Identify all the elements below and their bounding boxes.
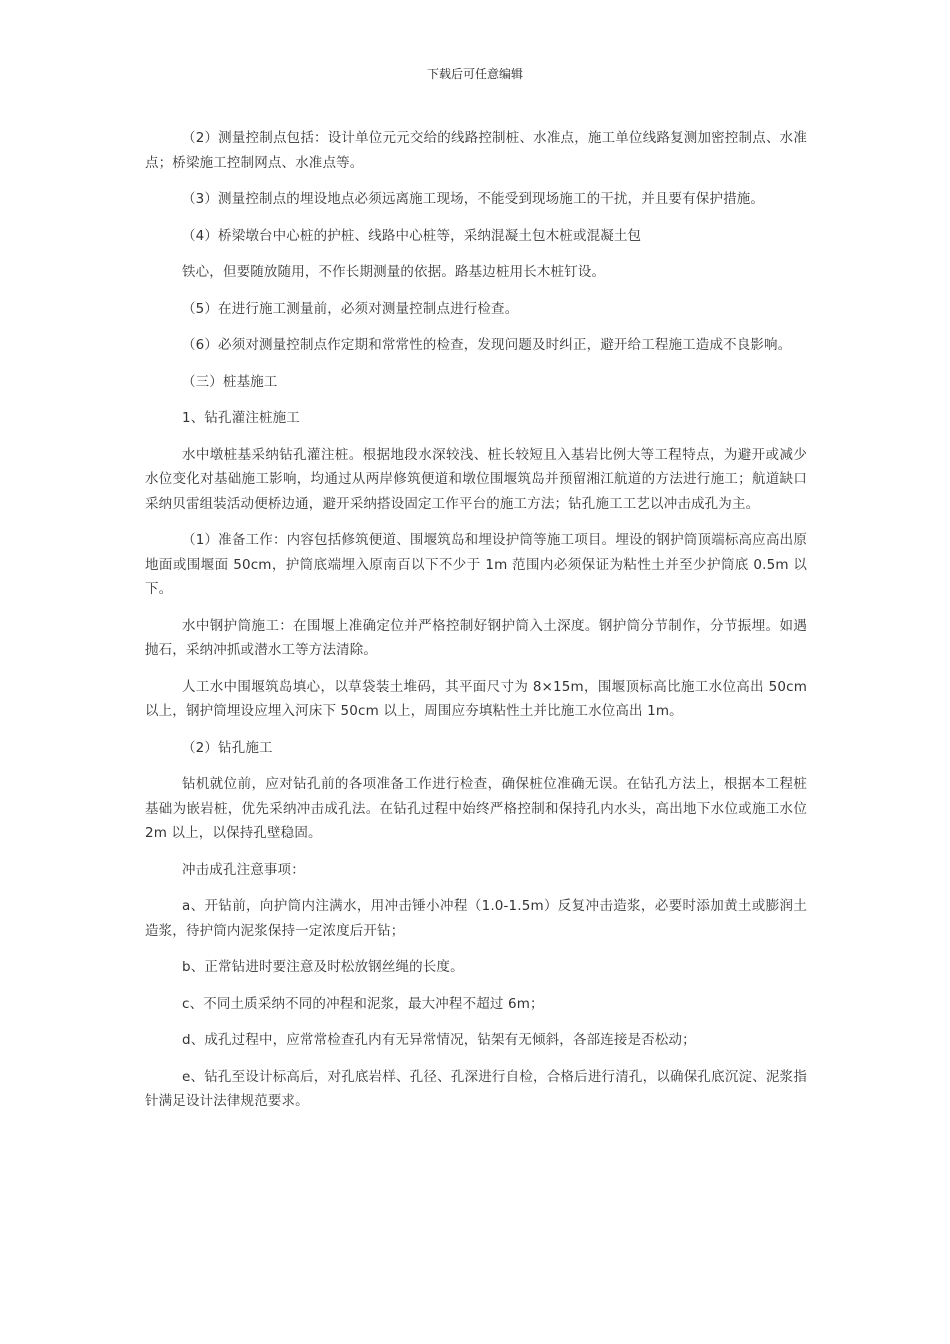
paragraph: a、开钻前，向护筒内注满水，用冲击锤小冲程（1.0-1.5m）反复冲击造浆，必要时添加黄土或膨润土造浆，待护筒内泥浆保持一定浓度后开钻；: [145, 898, 807, 939]
paragraph: 水中钢护筒施工：在围堰上准确定位并严格控制好钢护筒入土深度。钢护筒分节制作，分节振埋。如遇抛石，采纳冲抓或潜水工等方法清除。: [145, 617, 807, 658]
paragraph: 冲击成孔注意事项：: [182, 861, 305, 878]
paragraph: （2）钻孔施工: [182, 739, 273, 756]
paragraph: c、不同土质采纳不同的冲程和泥浆，最大冲程不超过 6m；: [182, 995, 544, 1012]
paragraph: （5）在进行施工测量前，必须对测量控制点进行检查。: [182, 300, 519, 317]
paragraph: （4）桥梁墩台中心桩的护桩、线路中心桩等，采纳混凝土包木桩或混凝土包: [182, 227, 642, 244]
paragraph: 铁心，但要随放随用，不作长期测量的依据。路基边桩用长木桩钉设。: [182, 264, 606, 280]
paragraph: （1）准备工作：内容包括修筑便道、围堰筑岛和埋设护筒等施工项目。埋设的钢护筒顶端标高应高出原地面或围堰面 50cm，护筒底端埋入原南百以下不少于 1m 范围内必须保证为粘性土并至少护筒底 0.5m 以下。: [145, 532, 807, 597]
paragraph: 1、钻孔灌注桩施工: [182, 410, 300, 426]
paragraph: d、成孔过程中，应常常检查孔内有无异常情况，钻架有无倾斜，各部连接是否松动；: [182, 1032, 696, 1048]
paragraph: （3）测量控制点的埋设地点必须远离施工现场，不能受到现场施工的干扰，并且要有保护措施。: [182, 191, 765, 207]
document-body: [145, 126, 807, 1126]
paragraph: 人工水中围堰筑岛填心，以草袋装土堆码，其平面尺寸为 8×15m，围堰顶标高比施工水位高出 50cm 以上，钢护筒埋设应埋入河床下 50cm 以上，周围应夯填粘性土并比施工水位高出 1m。: [145, 678, 807, 719]
paragraph: （2）测量控制点包括：设计单位元元交给的线路控制桩、水准点，施工单位线路复测加密控制点、水准点；桥梁施工控制网点、水准点等。: [145, 130, 807, 171]
page-header: 下载后可任意编辑: [426, 67, 523, 81]
paragraph: 钻机就位前，应对钻孔前的各项准备工作进行检查，确保桩位准确无误。在钻孔方法上，根据本工程桩基础为嵌岩桩，优先采纳冲击成孔法。在钻孔过程中始终严格控制和保持孔内水头，高出地下水位或施工水位 2m 以上，以保持孔壁稳固。: [145, 776, 807, 841]
paragraph: （三）桩基施工: [182, 373, 278, 390]
paragraph: b、正常钻进时要注意及时松放钢丝绳的长度。: [182, 959, 464, 975]
paragraph: 水中墩桩基采纳钻孔灌注桩。根据地段水深较浅、桩长较短且入基岩比例大等工程特点，为避开或减少水位变化对基础施工影响，均通过从两岸修筑便道和墩位围堰筑岛并预留湘江航道的方法进行施工；航道缺口采纳贝雷组装活动便桥边通，避开采纳搭设固定工作平台的施工方法；钻孔施工工艺以冲击成孔为主。: [145, 446, 807, 512]
paragraph: e、钻孔至设计标高后，对孔底岩样、孔径、孔深进行自检，合格后进行清孔，以确保孔底沉淀、泥浆指针满足设计法律规范要求。: [145, 1068, 807, 1109]
paragraph: （6）必须对测量控制点作定期和常常性的检查，发现问题及时纠正，避开给工程施工造成不良影响。: [182, 337, 792, 353]
